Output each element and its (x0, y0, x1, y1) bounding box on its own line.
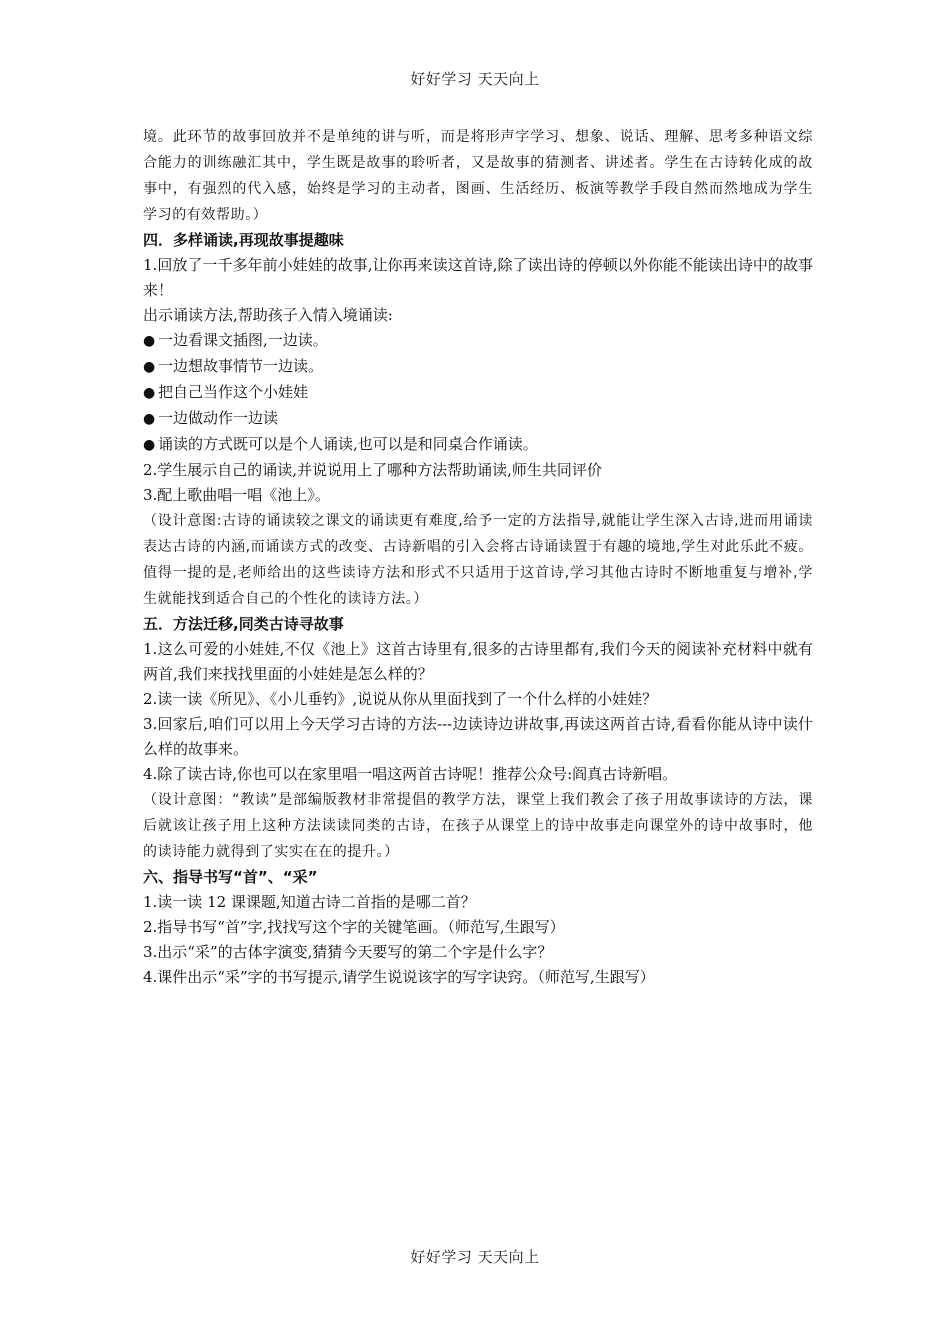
bullet-text: 把自己当作这个小娃娃 (158, 383, 309, 401)
design-note-continued: 境。此环节的故事回放并不是单纯的讲与听，而是将形声字学习、想象、说话、理解、思考多种语文综合能力的训练融汇其中，学生既是故事的聆听者，又是故事的猜测者、讲述者。学生在古诗转化成的故事中，有强烈的代入感，始终是学习的主动者，图画、生活经历、板演等教学手段自然而然地成为学生学习的有效帮助。） (143, 129, 813, 223)
section-4-design-note: （设计意图:古诗的诵读较之课文的诵读更有难度,给予一定的方法指导,就能让学生深入古诗,进而用诵读表达古诗的内涵,而诵读方式的改变、古诗新唱的引入会将古诗诵读置于有趣的境地,学生对此乐此不疲。值得一提的是,老师给出的这些读诗方法和形式不只适用于这首诗,学习其他古诗时不断地重复与增补,学生就能找到适合自己的个性化的读诗方法。） (143, 513, 813, 607)
section-5-design-note: （设计意图：“教读”是部编版教材非常提倡的教学方法，课堂上我们教会了孩子用故事读诗的方法，课后就该让孩子用上这种方法读读同类的古诗，在孩子从课堂上的诗中故事走向课堂外的诗中故事时，他的读诗能力就得到了实实在在的提升。） (143, 792, 813, 860)
bullet-text: 诵读的方式既可以是个人诵读,也可以是和同桌合作诵读。 (158, 435, 538, 453)
section-5-paragraph-4: 4.除了读古诗,你也可以在家里唱一唱这两首古诗呢！推荐公众号:阎真古诗新唱。 (143, 765, 678, 783)
section-5-paragraph-1: 1.这么可爱的小娃娃,不仅《池上》这首古诗里有,很多的古诗里都有,我们今天的阅读补充材料中就有两首,我们来找找里面的小娃娃是怎么样的？ (143, 640, 813, 683)
bullet-text: 一边做动作一边读 (158, 409, 279, 427)
section-4-paragraph-4: 3.配上歌曲唱一唱《池上》。 (143, 486, 330, 504)
section-4-heading: 四．多样诵读,再现故事提趣味 (143, 231, 344, 249)
page-footer: 好好学习 天天向上 (410, 1248, 540, 1266)
bullet-item (143, 380, 813, 406)
section-6-paragraph-2: 2.指导书写“首”字,找找写这个字的关键笔画。（师范写,生跟写） (143, 918, 565, 936)
section-6-paragraph-1: 1.读一读 12 课课题,知道古诗二首指的是哪二首？ (143, 893, 476, 911)
bullet-icon: ● (143, 411, 156, 427)
bullet-item (143, 354, 813, 380)
bullet-icon: ● (143, 385, 156, 401)
section-4-paragraph-2: 出示诵读方法,帮助孩子入情入境诵读: (143, 306, 393, 324)
bullet-item (143, 328, 813, 354)
section-5-paragraph-2: 2.读一读《所见》、《小儿垂钓》,说说从你从里面找到了一个什么样的小娃娃？ (143, 690, 658, 708)
page-header: 好好学习 天天向上 (410, 70, 540, 88)
section-6-paragraph-3: 3.出示“采”的古体字演变,猜猜今天要写的第二个字是什么字？ (143, 943, 553, 961)
bullet-item (143, 432, 813, 458)
section-6-paragraph-4: 4.课件出示“采”字的书写提示,请学生说说该字的写字诀窍。（师范写,生跟写） (143, 968, 655, 986)
bullet-text: 一边看课文插图,一边读。 (158, 331, 328, 349)
bullet-icon: ● (143, 437, 156, 453)
section-5-paragraph-3: 3.回家后,咱们可以用上今天学习古诗的方法---边读诗边讲故事,再读这两首古诗,看看你能从诗中读什么样的故事来。 (143, 715, 813, 758)
section-6-heading: 六、指导书写“首”、“采” (143, 868, 318, 886)
section-4-paragraph-3: 2.学生展示自己的诵读,并说说用上了哪种方法帮助诵读,师生共同评价 (143, 461, 602, 479)
bullet-item (143, 406, 813, 432)
section-5-heading: 五．方法迁移,同类古诗寻故事 (143, 615, 344, 633)
document-body (143, 124, 813, 990)
bullet-icon: ● (143, 359, 156, 375)
bullet-text: 一边想故事情节一边读。 (158, 357, 324, 375)
section-4-paragraph-1: 1.回放了一千多年前小娃娃的故事,让你再来读这首诗,除了读出诗的停顿以外你能不能读出诗中的故事来！ (143, 256, 813, 299)
bullet-icon: ● (143, 333, 156, 349)
